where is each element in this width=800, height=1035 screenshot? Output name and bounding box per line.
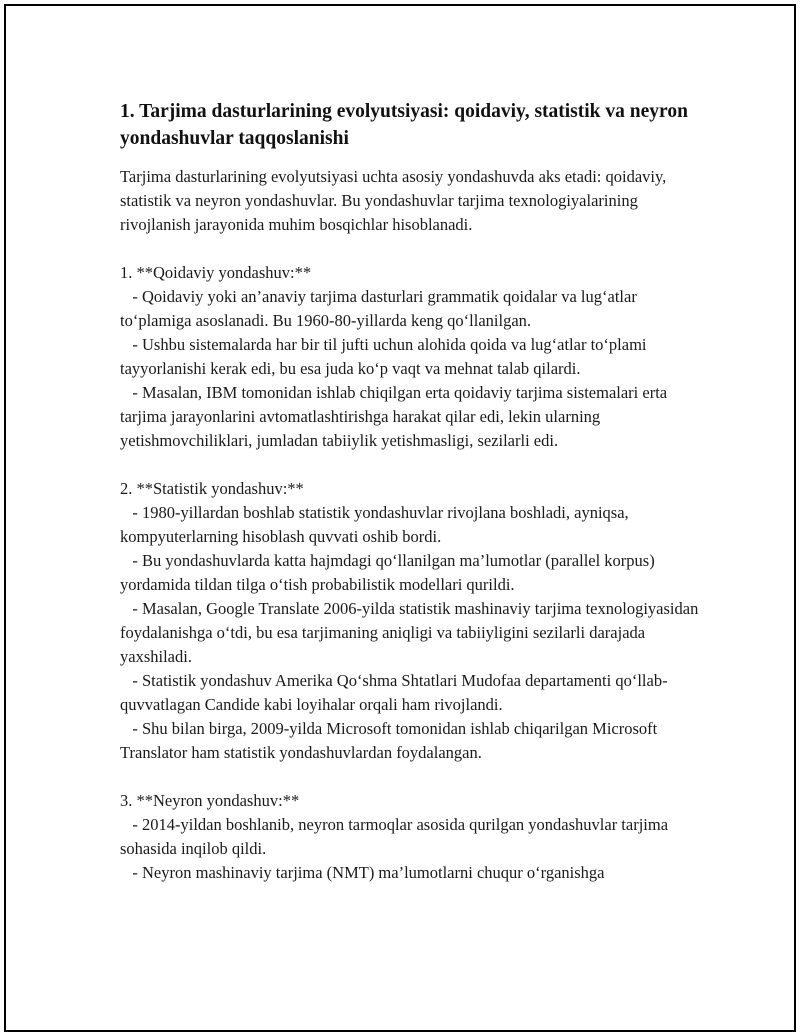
section-heading: 3. **Neyron yondashuv:** [120, 791, 300, 810]
section-statistical [120, 477, 710, 765]
page-frame [4, 4, 796, 1032]
paragraph-gap [120, 453, 710, 477]
paragraph-gap [120, 765, 710, 789]
section-neural [120, 789, 710, 885]
document-title: 1. Tarjima dasturlarining evolyutsiyasi: qoidaviy, statistik va neyron yondashuvlar taqqoslanishi [120, 101, 688, 149]
section-heading: 2. **Statistik yondashuv:** [120, 479, 304, 498]
section-body: - 1980-yillardan boshlab statistik yondashuvlar rivojlana boshladi, ayniqsa, kompyuterlarning hisoblash quvvati oshib bordi. - Bu yondashuvlarda katta hajmdagi qo‘llanilgan ma’lumotlar (parallel korpus) yordamida tildan tilga o‘tish probabilistik modellari qurildi. - Masalan, Google Translate 2006-yilda statistik mashinaviy tarjima texnologiyasidan foydalanishga o‘tdi, bu esa tarjimaning aniqligi va tabiiyligini sezilarli darajada yaxshiladi. - Statistik yondashuv Amerika Qo‘shma Shtatlari Mudofaa departamenti qo‘llab-quvvatlagan Candide kabi loyihalar orqali ham rivojlandi. - Shu bilan birga, 2009-yilda Microsoft tomonidan ishlab chiqarilgan Microsoft Translator ham statistik yondashuvlardan foydalangan. [120, 503, 699, 762]
section-body: - Qoidaviy yoki an’anaviy tarjima dasturlari grammatik qoidalar va lug‘atlar to‘plamiga asoslanadi. Bu 1960-80-yillarda keng qo‘llanilgan. - Ushbu sistemalarda har bir til jufti uchun alohida qoida va lug‘atlar to‘plami tayyorlanishi kerak edi, bu esa juda ko‘p vaqt va mehnat talab qilardi. - Masalan, IBM tomonidan ishlab chiqilgan erta qoidaviy tarjima sistemalari erta tarjima jarayonlarini avtomatlashtirishga harakat qilar edi, lekin ularning yetishmovchiliklari, jumladan tabiiylik yetishmasligi, sezilarli edi. [120, 287, 668, 450]
section-heading: 1. **Qoidaviy yondashuv:** [120, 263, 312, 282]
section-body: - 2014-yildan boshlanib, neyron tarmoqlar asosida qurilgan yondashuvlar tarjima sohasida inqilob qildi. - Neyron mashinaviy tarjima (NMT) ma’lumotlarni chuqur o‘rganishga [120, 815, 669, 882]
document-content [120, 98, 710, 885]
section-rule-based [120, 261, 710, 453]
intro-paragraph: Tarjima dasturlarining evolyutsiyasi uchta asosiy yondashuvda aks etadi: qoidaviy, statistik va neyron yondashuvlar. Bu yondashuvlar tarjima texnologiyalarining rivojlanish jarayonida muhim bosqichlar hisoblanadi. [120, 167, 671, 234]
paragraph-gap [120, 237, 710, 261]
